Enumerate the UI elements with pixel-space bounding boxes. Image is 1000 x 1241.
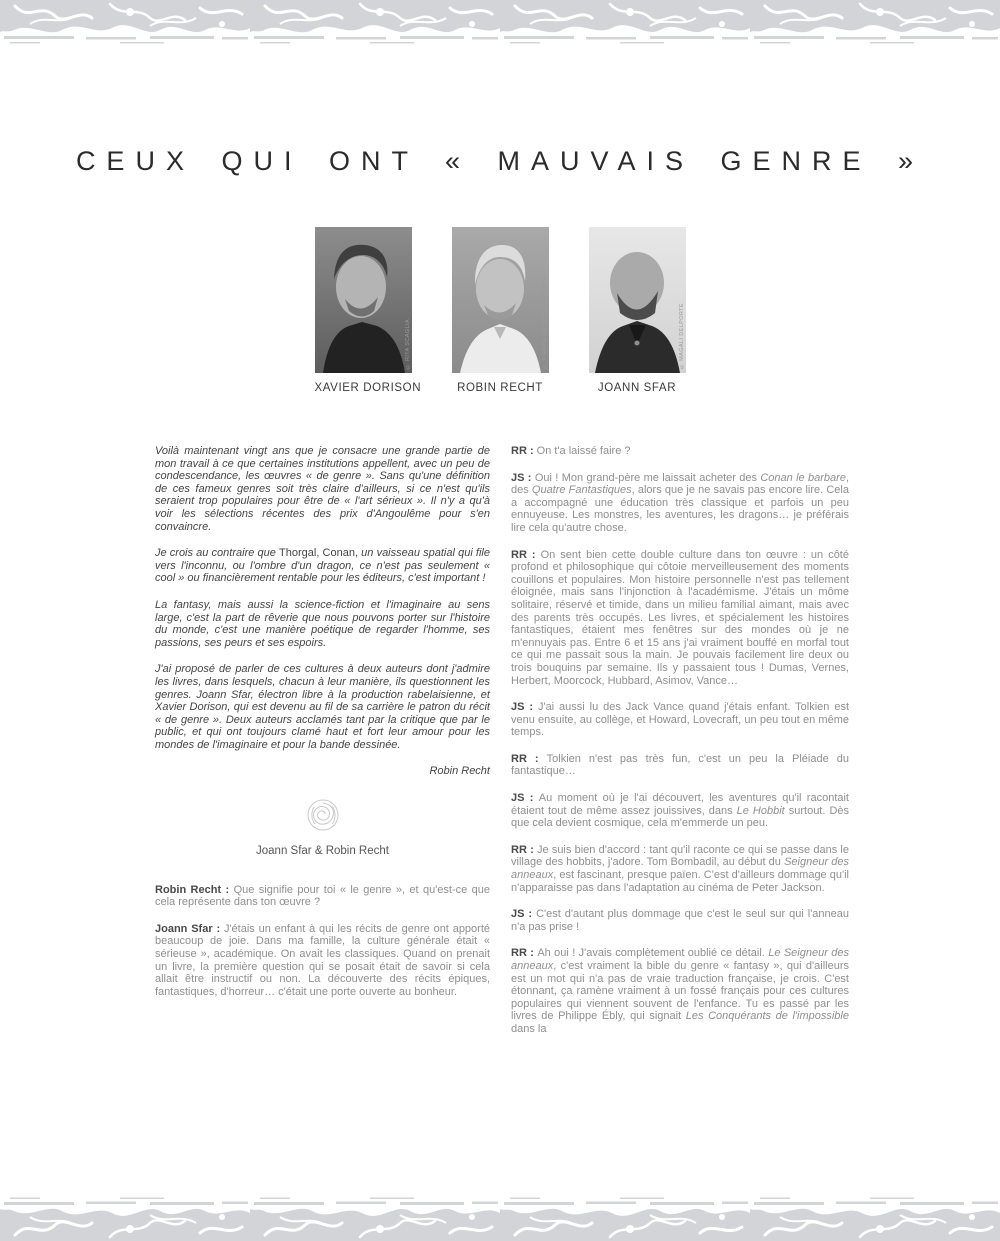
author-photos-row (0, 227, 1000, 394)
interview-left-section (155, 884, 490, 999)
ornament-pattern-icon (0, 0, 1000, 46)
left-column (155, 445, 490, 1050)
ornamental-border-bottom (0, 1189, 1000, 1241)
author-figure-robin-recht (452, 227, 549, 394)
qa-paragraph: RR : On t'a laissé faire ? (511, 445, 631, 457)
page-title: CEUX QUI ONT « MAUVAIS GENRE » (75, 146, 925, 176)
qa-paragraph: RR : Tolkien n'est pas très fun, c'est un peu la Pléiade du fantastique… (511, 752, 849, 778)
photo-credit: © RITA SCAGLIA (404, 318, 411, 369)
portrait-photo-robin-recht (452, 227, 549, 373)
qa-paragraph: JS : Au moment où je l'ai découvert, les aventures qu'il racontait étaient tout de même assez jouissives, dans Le Hobbit surtout. Dès que cela devient cosmique, cela m'emmerde un peu. (511, 792, 850, 830)
photo-credit: © MAGALI DELPORTE (678, 302, 685, 369)
qa-paragraph: RR : On sent bien cette double culture dans ton œuvre : un côté profond et philosophique qui côtoie merveilleusement des moments couillons et populaires. Mon histoire personnelle n'est pas tellement éloignée, mais sans l'injonction à l'académisme. J'étais un môme solitaire, réservé et timide, dans un milieu familial aimant, mais avec des parents très occupés. Les livres, et spécialement les histoires fantastiques, étaient mes fenêtres sur des mondes où je ne m'ennuyais pas. Entre 6 et 15 ans j'ai vraiment bouffé en morfal tout ce qui me passait sous la main. Je pouvais facilement lire deux ou trois bouquins par semaine. Ils y passaient tous ! Dumas, Vernes, Herbert, Moorcock, Hubbard, Asimov, Vance… (511, 548, 849, 687)
author-figure-xavier-dorison (314, 227, 422, 394)
speaker-label: Joann Sfar : (155, 922, 224, 935)
intro-signature: Robin Recht (429, 765, 490, 778)
qa-paragraph: JS : C'est d'autant plus dommage que c'est le seul sur qui l'anneau n'a pas prise ! (511, 908, 849, 933)
speaker-label: JS : (511, 471, 535, 484)
ornamental-border-top (0, 0, 1000, 46)
qa-paragraph: Robin Recht : Que signifie pour toi « le genre », et qu'est-ce que cela représente dans ton œuvre ? (155, 883, 490, 909)
speaker-label: RR : (511, 843, 537, 856)
intro-paragraph: Je crois au contraire que Thorgal, Conan, un vaisseau spatial qui file vers l'inconnu, ou l'ombre d'un dragon, ce n'est pas seulement « cool » ou financièrement rentable pour les éditeurs, c'est important ! (155, 547, 490, 585)
speaker-label: JS : (511, 908, 537, 921)
intro-section (155, 445, 490, 751)
speaker-label: RR : (511, 445, 537, 457)
portrait-placeholder-icon (589, 227, 686, 373)
qa-paragraph: RR : Je suis bien d'accord : tant qu'il raconte ce qui se passe dans le village des hobbits, j'adore. Tom Bombadil, au début du Seigneur des anneaux, est fascinant, presque païen. C'est d'ailleurs dommage qu'il n'apparaisse pas dans l'adaptation au cinéma de Peter Jackson. (511, 843, 850, 894)
speaker-label: RR : (511, 752, 547, 765)
qa-paragraph: RR : Ah oui ! J'avais complètement oublié ce détail. Le Seigneur des anneaux, c'est vraiment la bible du genre « fantasy », qui d'ailleurs est un mot qui n'a pas de vraie traduction française, je crois. C'est étonnant, ça ramène vraiment à un fossé français pour ces cultures populaires qui viennent souvent de l'enfance. Tu es passé par les livres de Philippe Ébly, qui signait Les Conquérants de l'impossible dans la (511, 947, 849, 1035)
author-name: XAVIER DORISON (314, 382, 422, 394)
photo-credit: © PIERRE ANTOINE QUERRY (541, 281, 548, 369)
ornament-caption: Joann Sfar & Robin Recht (256, 845, 389, 858)
qa-paragraph: JS : J'ai aussi lu des Jack Vance quand j'étais enfant. Tolkien est venu ensuite, au collège, et Howard, Lovecraft, un peu tout en même temps. (511, 701, 850, 739)
portrait-placeholder-icon (315, 227, 412, 373)
speaker-label: JS : (511, 701, 538, 714)
ornament-pattern-icon (0, 1189, 1000, 1241)
speaker-label: RR : (511, 947, 538, 960)
circular-scribble-ornament-icon (306, 798, 340, 832)
intro-paragraph: La fantasy, mais aussi la science-fiction et l'imaginaire au sens large, c'est la part de rêverie que nous pouvons porter sur l'histoire du monde, c'est une manière poétique de regarder l'homme, ses passions, ses peurs et ses espoirs. (155, 598, 490, 649)
article-body (155, 445, 849, 1050)
portrait-photo-joann-sfar (589, 227, 686, 373)
author-name: ROBIN RECHT (457, 382, 543, 394)
interview-right-section (511, 445, 849, 1050)
qa-paragraph: JS : Oui ! Mon grand-père me laissait acheter des Conan le barbare, des Quatre Fantastiques, alors que je ne savais pas encore lire. Cela a accompagné une éducation très classique et parfois un peu ennuyeuse. Les monstres, les aventures, les dragons… je préférais lire cela qu'autre chose. (511, 471, 849, 534)
speaker-label: Robin Recht : (155, 883, 234, 896)
author-name: JOANN SFAR (597, 382, 677, 394)
speaker-label: RR : (511, 548, 541, 561)
speaker-label: JS : (511, 792, 539, 805)
qa-paragraph: Joann Sfar : J'étais un enfant à qui les récits de genre ont apporté beaucoup de joie. Dans ma famille, la culture générale était « sérieuse », académique. On avait les classiques. Quand on prenait un livre, la première question qui se posait était de savoir si cela allait être instructif ou non. La découverte des récits épiques, fantastiques, d'horreur… c'était une porte ouverte au bonheur. (155, 922, 491, 998)
portrait-placeholder-icon (452, 227, 549, 373)
intro-paragraph: Voilà maintenant vingt ans que je consacre une grande partie de mon travail à ce que certaines institutions appellent, avec un peu de condescendance, les œuvres « de genre ». Sans qu'une définition de ces fameux genres soit très claire d'ailleurs, si ce n'est qu'ils seraient trop populaires pour être de « l'art sérieux ». Il n'y a qu'à voir les sélections récentes des prix d'Angoulême pour s'en convaincre. (155, 445, 490, 533)
author-figure-joann-sfar (589, 227, 686, 394)
intro-paragraph: J'ai proposé de parler de ces cultures à deux auteurs dont j'admire les livres, dans lesquels, chacun à leur manière, ils questionnent les genres. Joann Sfar, électron libre à la production rabelaisienne, et Xavier Dorison, qui est devenu au fil de sa carrière le patron du récit « de genre ». Deux auteurs acclamés tant par la critique que par le public, et qui ont toujours clamé haut et fort leur amour pour les mondes de l'imaginaire et pour la bande dessinée. (155, 663, 490, 751)
portrait-photo-xavier-dorison (315, 227, 412, 373)
